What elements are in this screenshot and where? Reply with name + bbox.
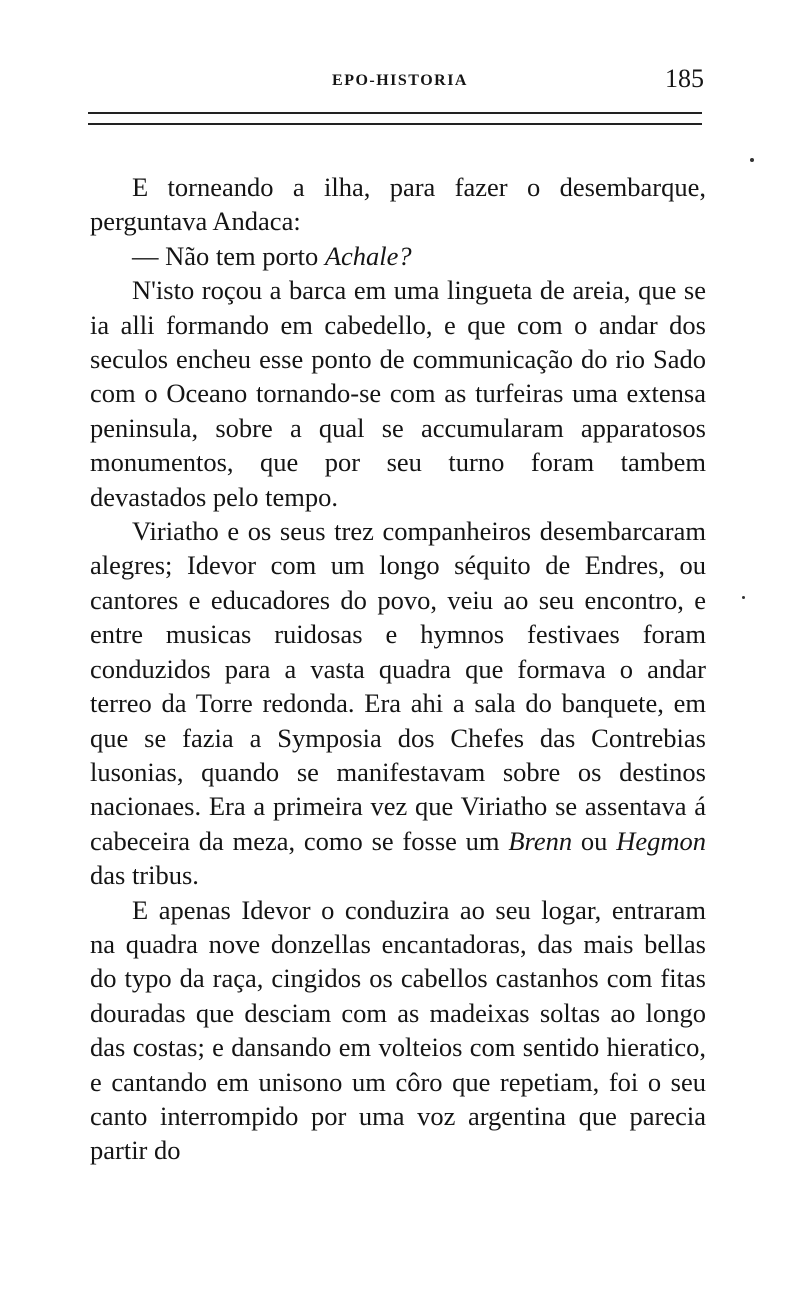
paragraph-2-dialogue xyxy=(90,239,706,273)
paragraph-4-text-c: das tribus. xyxy=(90,860,199,891)
paragraph-4-text-b: ou xyxy=(572,825,617,856)
paragraph-1-text: E torneando a ilha, para fazer o desembarque, perguntava Andaca: xyxy=(90,172,706,237)
paragraph-4-text: Viriatho e os seus trez companheiros desembarcaram alegres; Idevor com um longo séquito de Endres, ou cantores e educadores do povo, veiu ao seu encontro, e entre musicas ruidosas e hymnos festivaes foram conduzidos para a vasta quadra que formava o andar terreo da Torre redonda. Era ahi a sala do banquete, em que se fazia a Symposia dos Chefes das Contrebias lusonias, quando se manifestavam sobre os destinos nacionaes. Era a primeira vez que Viriatho se assentava á cabeceira da meza, como se fosse um xyxy=(90,516,706,856)
italic-term-hegmon: Hegmon xyxy=(616,825,706,856)
paragraph-5 xyxy=(90,893,706,1168)
scan-speck xyxy=(742,596,745,599)
paragraph-3 xyxy=(90,273,706,514)
running-title: EPO-HISTORIA xyxy=(332,72,468,89)
dialogue-italic: Achale? xyxy=(324,240,412,271)
paragraph-1 xyxy=(90,170,706,239)
scan-speck xyxy=(750,158,754,162)
dialogue-text: — Não tem porto xyxy=(132,240,325,271)
paragraph-5-text: E apenas Idevor o conduzira ao seu logar, entraram na quadra nove donzellas encantadoras, das mais bellas do typo da raça, cingidos os cabellos castanhos com fitas douradas que desciam com as madeixas soltas ao longo das costas; e dansando em volteios com sentido hieratico, e cantando em unisono um côro que repetiam, foi o seu canto interrompido por uma voz argentina que parecia partir do xyxy=(90,894,706,1166)
header-rule-bottom xyxy=(88,123,702,125)
page-number: 185 xyxy=(665,64,704,93)
body-text xyxy=(90,170,706,1168)
header-rule-top xyxy=(88,112,702,114)
italic-term-brenn: Brenn xyxy=(508,825,573,856)
running-head xyxy=(0,64,800,100)
paragraph-3-text: N'isto roçou a barca em uma lingueta de areia, que se ia alli formando em cabedello, e que com o andar dos seculos encheu esse ponto de communicação do rio Sado com o Oceano tornando-se com as turfeiras uma extensa peninsula, sobre a qual se accumularam apparatosos monumentos, que por seu turno foram tambem devastados pelo tempo. xyxy=(90,275,706,512)
paragraph-4 xyxy=(90,514,706,892)
